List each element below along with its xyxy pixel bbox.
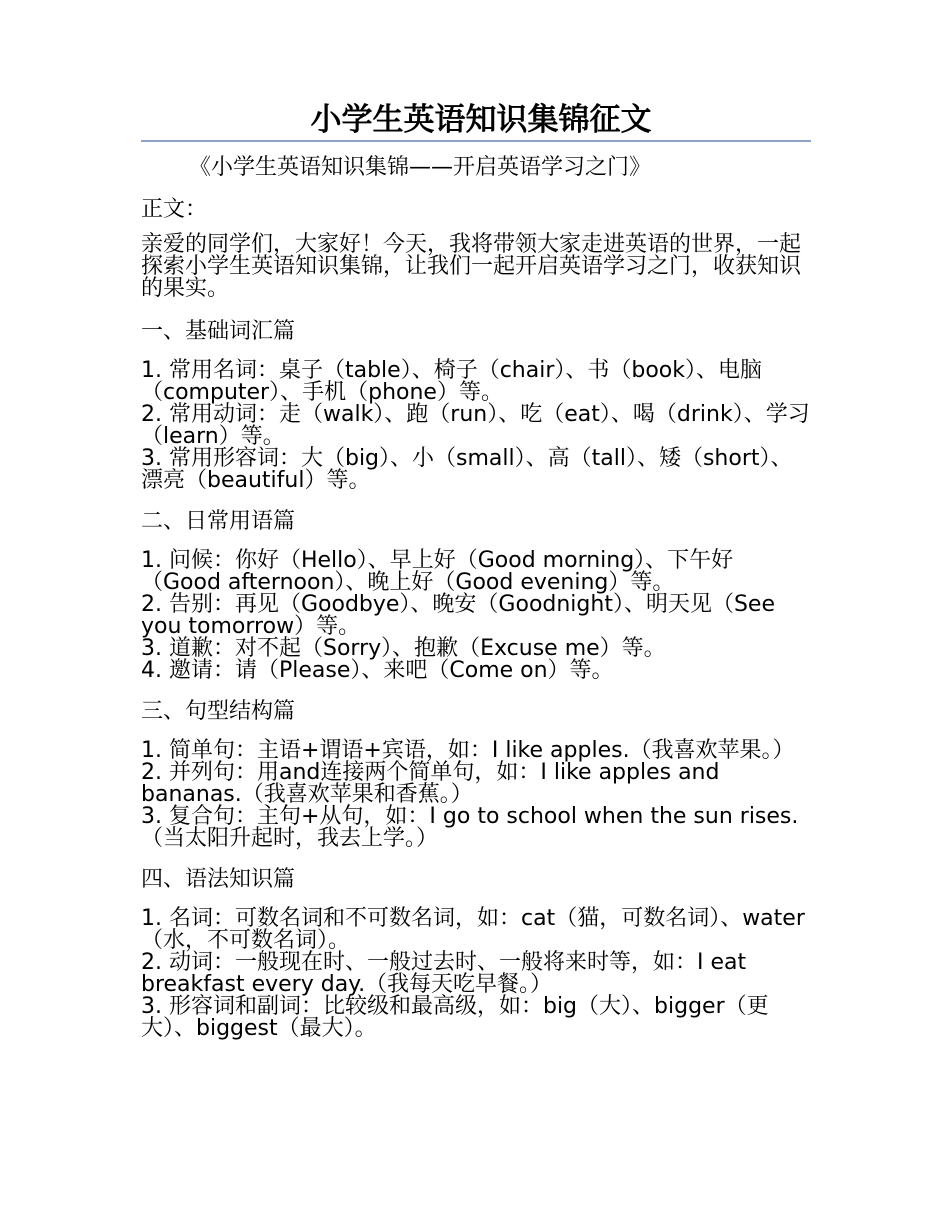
list-item: 1. 名词：可数名词和不可数名词，如：cat（猫，可数名词）、water（水，不可数名词）。 — [141, 906, 805, 953]
section-heading-daily-phrases: 二、日常用语篇 — [141, 509, 296, 534]
list-item: 2. 动词：一般现在时、一般过去时、一般将来时等，如：I eat breakfast every day.（我每天吃早餐。） — [141, 950, 747, 997]
sentence-structure-list — [141, 740, 811, 850]
page-title: 小学生英语知识集锦征文 — [310, 102, 652, 138]
document-page — [141, 100, 811, 1056]
grammar-list — [141, 908, 811, 1040]
intro-paragraph: 亲爱的同学们，大家好！今天，我将带领大家走进英语的世界，一起探索小学生英语知识集锦，让我们一起开启英语学习之门，收获知识的果实。 — [141, 232, 802, 301]
section-heading-grammar: 四、语法知识篇 — [141, 867, 296, 892]
body-label: 正文： — [141, 197, 208, 222]
list-item: 3. 常用形容词：大（big）、小（small）、高（tall）、矮（short）、漂亮（beautiful）等。 — [141, 446, 793, 493]
essay-subtitle: 《小学生英语知识集锦——开启英语学习之门》 — [189, 155, 652, 180]
section-heading-vocabulary: 一、基础词汇篇 — [141, 319, 296, 344]
list-item: 2. 常用动词：走（walk）、跑（run）、吃（eat）、喝（drink）、学习（learn）等。 — [141, 402, 810, 449]
list-item: 1. 常用名词：桌子（table）、椅子（chair）、书（book）、电脑（computer）、手机（phone）等。 — [141, 358, 763, 405]
list-item: 2. 并列句：用and连接两个简单句，如：I like apples and bananas.（我喜欢苹果和香蕉。） — [141, 760, 720, 807]
list-item: 3. 道歉：对不起（Sorry）、抱歉（Excuse me）等。 — [141, 636, 666, 661]
list-item: 2. 告别：再见（Goodbye）、晚安（Goodnight）、明天见（See you tomorrow）等。 — [141, 592, 775, 639]
list-item: 1. 简单句：主语+谓语+宾语，如：I like apples.（我喜欢苹果。） — [141, 738, 795, 763]
list-item: 1. 问候：你好（Hello）、早上好（Good morning）、下午好（Good afternoon）、晚上好（Good evening）等。 — [141, 548, 734, 595]
list-item: 3. 复合句：主句+从句，如：I go to school when the sun rises.（当太阳升起时，我去上学。） — [141, 804, 799, 851]
section-heading-sentence-structure: 三、句型结构篇 — [141, 699, 296, 724]
vocabulary-list — [141, 360, 811, 492]
daily-phrases-list — [141, 550, 811, 682]
title-underline — [141, 140, 811, 142]
list-item: 4. 邀请：请（Please）、来吧（Come on）等。 — [141, 658, 614, 683]
list-item: 3. 形容词和副词：比较级和最高级，如：big（大）、bigger（更大）、biggest（最大）。 — [141, 994, 769, 1041]
